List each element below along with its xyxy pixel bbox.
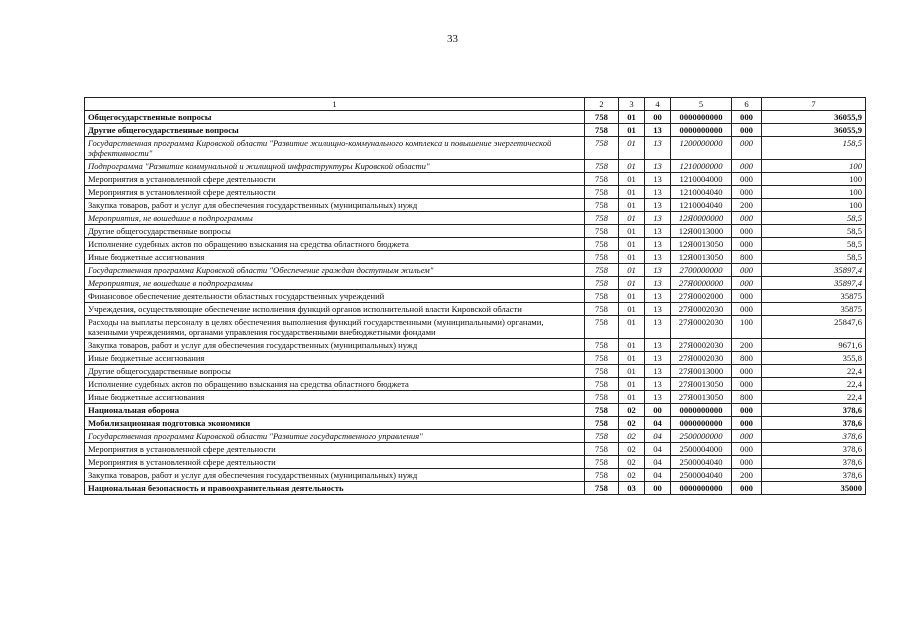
expense-type-cell: 000 bbox=[732, 111, 762, 124]
item-name-cell: Государственная программа Кировской области "Обеспечение граждан доступным жильем" bbox=[85, 264, 585, 277]
item-name-cell: Национальная оборона bbox=[85, 404, 585, 417]
table-header-row bbox=[85, 98, 866, 111]
expense-type-cell: 800 bbox=[732, 391, 762, 404]
subsection-code-cell: 13 bbox=[645, 378, 671, 391]
subsection-code-cell: 13 bbox=[645, 173, 671, 186]
item-name-cell: Государственная программа Кировской области "Развитие жилищно-коммунального комплекса и повышение энергетической эффективности" bbox=[85, 137, 585, 160]
ministry-code-cell: 758 bbox=[585, 430, 619, 443]
expense-type-cell: 000 bbox=[732, 443, 762, 456]
expense-type-cell: 200 bbox=[732, 199, 762, 212]
ministry-code-cell: 758 bbox=[585, 417, 619, 430]
item-name-cell: Мероприятия, не вошедшие в подпрограммы bbox=[85, 212, 585, 225]
ministry-code-cell: 758 bbox=[585, 173, 619, 186]
section-code-cell: 01 bbox=[619, 378, 645, 391]
table-row bbox=[85, 124, 866, 137]
expense-type-cell: 000 bbox=[732, 303, 762, 316]
amount-cell: 25847,6 bbox=[762, 316, 866, 339]
expense-type-cell: 000 bbox=[732, 212, 762, 225]
subsection-code-cell: 00 bbox=[645, 111, 671, 124]
subsection-code-cell: 13 bbox=[645, 339, 671, 352]
expense-type-cell: 000 bbox=[732, 404, 762, 417]
item-name-cell: Подпрограмма "Развитие коммунальной и жилищной инфраструктуры Кировской области" bbox=[85, 160, 585, 173]
target-article-cell: 1210000000 bbox=[671, 160, 732, 173]
item-name-cell: Иные бюджетные ассигнования bbox=[85, 391, 585, 404]
target-article-cell: 27Я0002000 bbox=[671, 290, 732, 303]
ministry-code-cell: 758 bbox=[585, 316, 619, 339]
table-row bbox=[85, 339, 866, 352]
table-body bbox=[85, 98, 866, 495]
amount-cell: 100 bbox=[762, 199, 866, 212]
amount-cell: 35897,4 bbox=[762, 264, 866, 277]
item-name-cell: Мобилизационная подготовка экономики bbox=[85, 417, 585, 430]
table-row bbox=[85, 456, 866, 469]
ministry-code-cell: 758 bbox=[585, 352, 619, 365]
section-code-cell: 01 bbox=[619, 251, 645, 264]
item-name-cell: Другие общегосударственные вопросы bbox=[85, 365, 585, 378]
column-header: 4 bbox=[645, 98, 671, 111]
amount-cell: 22,4 bbox=[762, 391, 866, 404]
subsection-code-cell: 13 bbox=[645, 352, 671, 365]
ministry-code-cell: 758 bbox=[585, 290, 619, 303]
subsection-code-cell: 00 bbox=[645, 404, 671, 417]
section-code-cell: 01 bbox=[619, 160, 645, 173]
target-article-cell: 1210004040 bbox=[671, 199, 732, 212]
table-row bbox=[85, 186, 866, 199]
subsection-code-cell: 13 bbox=[645, 160, 671, 173]
budget-table bbox=[84, 97, 866, 495]
item-name-cell: Иные бюджетные ассигнования bbox=[85, 352, 585, 365]
ministry-code-cell: 758 bbox=[585, 469, 619, 482]
table-row bbox=[85, 417, 866, 430]
subsection-code-cell: 13 bbox=[645, 316, 671, 339]
ministry-code-cell: 758 bbox=[585, 111, 619, 124]
section-code-cell: 01 bbox=[619, 186, 645, 199]
table-row bbox=[85, 264, 866, 277]
table-row bbox=[85, 303, 866, 316]
amount-cell: 35875 bbox=[762, 303, 866, 316]
subsection-code-cell: 13 bbox=[645, 277, 671, 290]
amount-cell: 378,6 bbox=[762, 456, 866, 469]
expense-type-cell: 800 bbox=[732, 251, 762, 264]
amount-cell: 58,5 bbox=[762, 212, 866, 225]
expense-type-cell: 000 bbox=[732, 137, 762, 160]
table-row bbox=[85, 277, 866, 290]
expense-type-cell: 000 bbox=[732, 264, 762, 277]
table-row bbox=[85, 225, 866, 238]
amount-cell: 100 bbox=[762, 186, 866, 199]
expense-type-cell: 000 bbox=[732, 430, 762, 443]
subsection-code-cell: 13 bbox=[645, 225, 671, 238]
amount-cell: 35875 bbox=[762, 290, 866, 303]
item-name-cell: Мероприятия, не вошедшие в подпрограммы bbox=[85, 277, 585, 290]
table-row bbox=[85, 482, 866, 495]
subsection-code-cell: 04 bbox=[645, 417, 671, 430]
subsection-code-cell: 04 bbox=[645, 443, 671, 456]
table-row bbox=[85, 290, 866, 303]
subsection-code-cell: 13 bbox=[645, 238, 671, 251]
section-code-cell: 01 bbox=[619, 352, 645, 365]
section-code-cell: 01 bbox=[619, 290, 645, 303]
table-row bbox=[85, 316, 866, 339]
target-article-cell: 27Я0013050 bbox=[671, 378, 732, 391]
ministry-code-cell: 758 bbox=[585, 482, 619, 495]
amount-cell: 100 bbox=[762, 173, 866, 186]
target-article-cell: 1210004040 bbox=[671, 186, 732, 199]
table-row bbox=[85, 391, 866, 404]
section-code-cell: 02 bbox=[619, 417, 645, 430]
subsection-code-cell: 00 bbox=[645, 482, 671, 495]
item-name-cell: Учреждения, осуществляющие обеспечение исполнения функций органов исполнительной власти Кировской области bbox=[85, 303, 585, 316]
target-article-cell: 1210004000 bbox=[671, 173, 732, 186]
target-article-cell: 0000000000 bbox=[671, 111, 732, 124]
subsection-code-cell: 13 bbox=[645, 212, 671, 225]
subsection-code-cell: 13 bbox=[645, 124, 671, 137]
target-article-cell: 0000000000 bbox=[671, 482, 732, 495]
column-header: 2 bbox=[585, 98, 619, 111]
table-row bbox=[85, 199, 866, 212]
target-article-cell: 27Я0002030 bbox=[671, 316, 732, 339]
amount-cell: 22,4 bbox=[762, 378, 866, 391]
table-row bbox=[85, 469, 866, 482]
item-name-cell: Национальная безопасность и правоохранительная деятельность bbox=[85, 482, 585, 495]
column-header: 5 bbox=[671, 98, 732, 111]
target-article-cell: 0000000000 bbox=[671, 404, 732, 417]
expense-type-cell: 000 bbox=[732, 225, 762, 238]
table-row bbox=[85, 365, 866, 378]
subsection-code-cell: 04 bbox=[645, 430, 671, 443]
section-code-cell: 02 bbox=[619, 456, 645, 469]
section-code-cell: 01 bbox=[619, 277, 645, 290]
item-name-cell: Исполнение судебных актов по обращению взыскания на средства областного бюджета bbox=[85, 238, 585, 251]
section-code-cell: 01 bbox=[619, 238, 645, 251]
section-code-cell: 01 bbox=[619, 212, 645, 225]
subsection-code-cell: 04 bbox=[645, 456, 671, 469]
section-code-cell: 03 bbox=[619, 482, 645, 495]
ministry-code-cell: 758 bbox=[585, 264, 619, 277]
expense-type-cell: 000 bbox=[732, 124, 762, 137]
target-article-cell: 12Я0013050 bbox=[671, 238, 732, 251]
target-article-cell: 27Я0002030 bbox=[671, 352, 732, 365]
ministry-code-cell: 758 bbox=[585, 238, 619, 251]
section-code-cell: 01 bbox=[619, 124, 645, 137]
expense-type-cell: 200 bbox=[732, 469, 762, 482]
ministry-code-cell: 758 bbox=[585, 339, 619, 352]
ministry-code-cell: 758 bbox=[585, 186, 619, 199]
subsection-code-cell: 04 bbox=[645, 469, 671, 482]
item-name-cell: Другие общегосударственные вопросы bbox=[85, 124, 585, 137]
ministry-code-cell: 758 bbox=[585, 199, 619, 212]
column-header: 7 bbox=[762, 98, 866, 111]
section-code-cell: 01 bbox=[619, 316, 645, 339]
section-code-cell: 01 bbox=[619, 339, 645, 352]
expense-type-cell: 000 bbox=[732, 482, 762, 495]
item-name-cell: Мероприятия в установленной сфере деятельности bbox=[85, 173, 585, 186]
amount-cell: 355,8 bbox=[762, 352, 866, 365]
amount-cell: 378,6 bbox=[762, 443, 866, 456]
subsection-code-cell: 13 bbox=[645, 303, 671, 316]
target-article-cell: 27Я0013000 bbox=[671, 365, 732, 378]
target-article-cell: 2500004040 bbox=[671, 469, 732, 482]
amount-cell: 378,6 bbox=[762, 469, 866, 482]
target-article-cell: 2500004040 bbox=[671, 456, 732, 469]
amount-cell: 35000 bbox=[762, 482, 866, 495]
amount-cell: 35897,4 bbox=[762, 277, 866, 290]
ministry-code-cell: 758 bbox=[585, 404, 619, 417]
ministry-code-cell: 758 bbox=[585, 225, 619, 238]
table-row bbox=[85, 212, 866, 225]
item-name-cell: Другие общегосударственные вопросы bbox=[85, 225, 585, 238]
ministry-code-cell: 758 bbox=[585, 251, 619, 264]
section-code-cell: 01 bbox=[619, 199, 645, 212]
section-code-cell: 02 bbox=[619, 469, 645, 482]
subsection-code-cell: 13 bbox=[645, 186, 671, 199]
item-name-cell: Закупка товаров, работ и услуг для обеспечения государственных (муниципальных) нужд bbox=[85, 339, 585, 352]
section-code-cell: 02 bbox=[619, 404, 645, 417]
table-row bbox=[85, 160, 866, 173]
amount-cell: 22,4 bbox=[762, 365, 866, 378]
section-code-cell: 02 bbox=[619, 443, 645, 456]
target-article-cell: 12Я0013050 bbox=[671, 251, 732, 264]
expense-type-cell: 000 bbox=[732, 186, 762, 199]
section-code-cell: 01 bbox=[619, 303, 645, 316]
amount-cell: 36055,9 bbox=[762, 124, 866, 137]
amount-cell: 378,6 bbox=[762, 430, 866, 443]
target-article-cell: 0000000000 bbox=[671, 417, 732, 430]
amount-cell: 378,6 bbox=[762, 417, 866, 430]
item-name-cell: Расходы на выплаты персоналу в целях обеспечения выполнения функций государственными (муниципальными) органами, казенными учреждениями, органами управления государственными внебюджетными фондами bbox=[85, 316, 585, 339]
subsection-code-cell: 13 bbox=[645, 199, 671, 212]
section-code-cell: 01 bbox=[619, 111, 645, 124]
expense-type-cell: 000 bbox=[732, 238, 762, 251]
expense-type-cell: 100 bbox=[732, 316, 762, 339]
target-article-cell: 12Я0000000 bbox=[671, 212, 732, 225]
section-code-cell: 01 bbox=[619, 264, 645, 277]
ministry-code-cell: 758 bbox=[585, 391, 619, 404]
table-row bbox=[85, 378, 866, 391]
expense-type-cell: 000 bbox=[732, 160, 762, 173]
ministry-code-cell: 758 bbox=[585, 456, 619, 469]
ministry-code-cell: 758 bbox=[585, 365, 619, 378]
expense-type-cell: 000 bbox=[732, 277, 762, 290]
section-code-cell: 01 bbox=[619, 173, 645, 186]
subsection-code-cell: 13 bbox=[645, 290, 671, 303]
ministry-code-cell: 758 bbox=[585, 378, 619, 391]
table-row bbox=[85, 430, 866, 443]
table-row bbox=[85, 137, 866, 160]
expense-type-cell: 000 bbox=[732, 365, 762, 378]
target-article-cell: 27Я0013050 bbox=[671, 391, 732, 404]
ministry-code-cell: 758 bbox=[585, 277, 619, 290]
column-header: 1 bbox=[85, 98, 585, 111]
ministry-code-cell: 758 bbox=[585, 212, 619, 225]
ministry-code-cell: 758 bbox=[585, 124, 619, 137]
expense-type-cell: 000 bbox=[732, 378, 762, 391]
target-article-cell: 12Я0013000 bbox=[671, 225, 732, 238]
column-header: 6 bbox=[732, 98, 762, 111]
page-number: 33 bbox=[447, 33, 458, 45]
target-article-cell: 2500004000 bbox=[671, 443, 732, 456]
amount-cell: 58,5 bbox=[762, 225, 866, 238]
section-code-cell: 01 bbox=[619, 137, 645, 160]
table-row bbox=[85, 238, 866, 251]
expense-type-cell: 000 bbox=[732, 173, 762, 186]
expense-type-cell: 000 bbox=[732, 456, 762, 469]
table-row bbox=[85, 111, 866, 124]
target-article-cell: 27Я0002030 bbox=[671, 303, 732, 316]
ministry-code-cell: 758 bbox=[585, 303, 619, 316]
target-article-cell: 27Я0000000 bbox=[671, 277, 732, 290]
subsection-code-cell: 13 bbox=[645, 264, 671, 277]
expense-type-cell: 000 bbox=[732, 290, 762, 303]
item-name-cell: Государственная программа Кировской области "Развитие государственного управления" bbox=[85, 430, 585, 443]
subsection-code-cell: 13 bbox=[645, 251, 671, 264]
ministry-code-cell: 758 bbox=[585, 160, 619, 173]
item-name-cell: Общегосударственные вопросы bbox=[85, 111, 585, 124]
amount-cell: 58,5 bbox=[762, 238, 866, 251]
expense-type-cell: 200 bbox=[732, 339, 762, 352]
table-row bbox=[85, 352, 866, 365]
item-name-cell: Закупка товаров, работ и услуг для обеспечения государственных (муниципальных) нужд bbox=[85, 199, 585, 212]
amount-cell: 378,6 bbox=[762, 404, 866, 417]
subsection-code-cell: 13 bbox=[645, 365, 671, 378]
amount-cell: 58,5 bbox=[762, 251, 866, 264]
amount-cell: 9671,6 bbox=[762, 339, 866, 352]
item-name-cell: Мероприятия в установленной сфере деятельности bbox=[85, 456, 585, 469]
item-name-cell: Исполнение судебных актов по обращению взыскания на средства областного бюджета bbox=[85, 378, 585, 391]
amount-cell: 158,5 bbox=[762, 137, 866, 160]
item-name-cell: Финансовое обеспечение деятельности областных государственных учреждений bbox=[85, 290, 585, 303]
expense-type-cell: 800 bbox=[732, 352, 762, 365]
column-header: 3 bbox=[619, 98, 645, 111]
target-article-cell: 2500000000 bbox=[671, 430, 732, 443]
amount-cell: 36055,9 bbox=[762, 111, 866, 124]
item-name-cell: Мероприятия в установленной сфере деятельности bbox=[85, 443, 585, 456]
expense-type-cell: 000 bbox=[732, 417, 762, 430]
item-name-cell: Закупка товаров, работ и услуг для обеспечения государственных (муниципальных) нужд bbox=[85, 469, 585, 482]
item-name-cell: Иные бюджетные ассигнования bbox=[85, 251, 585, 264]
table-row bbox=[85, 173, 866, 186]
table-row bbox=[85, 404, 866, 417]
item-name-cell: Мероприятия в установленной сфере деятельности bbox=[85, 186, 585, 199]
table-row bbox=[85, 443, 866, 456]
target-article-cell: 2700000000 bbox=[671, 264, 732, 277]
section-code-cell: 01 bbox=[619, 365, 645, 378]
subsection-code-cell: 13 bbox=[645, 391, 671, 404]
section-code-cell: 01 bbox=[619, 225, 645, 238]
subsection-code-cell: 13 bbox=[645, 137, 671, 160]
ministry-code-cell: 758 bbox=[585, 443, 619, 456]
table-row bbox=[85, 251, 866, 264]
target-article-cell: 0000000000 bbox=[671, 124, 732, 137]
ministry-code-cell: 758 bbox=[585, 137, 619, 160]
section-code-cell: 02 bbox=[619, 430, 645, 443]
target-article-cell: 1200000000 bbox=[671, 137, 732, 160]
target-article-cell: 27Я0002030 bbox=[671, 339, 732, 352]
amount-cell: 100 bbox=[762, 160, 866, 173]
section-code-cell: 01 bbox=[619, 391, 645, 404]
